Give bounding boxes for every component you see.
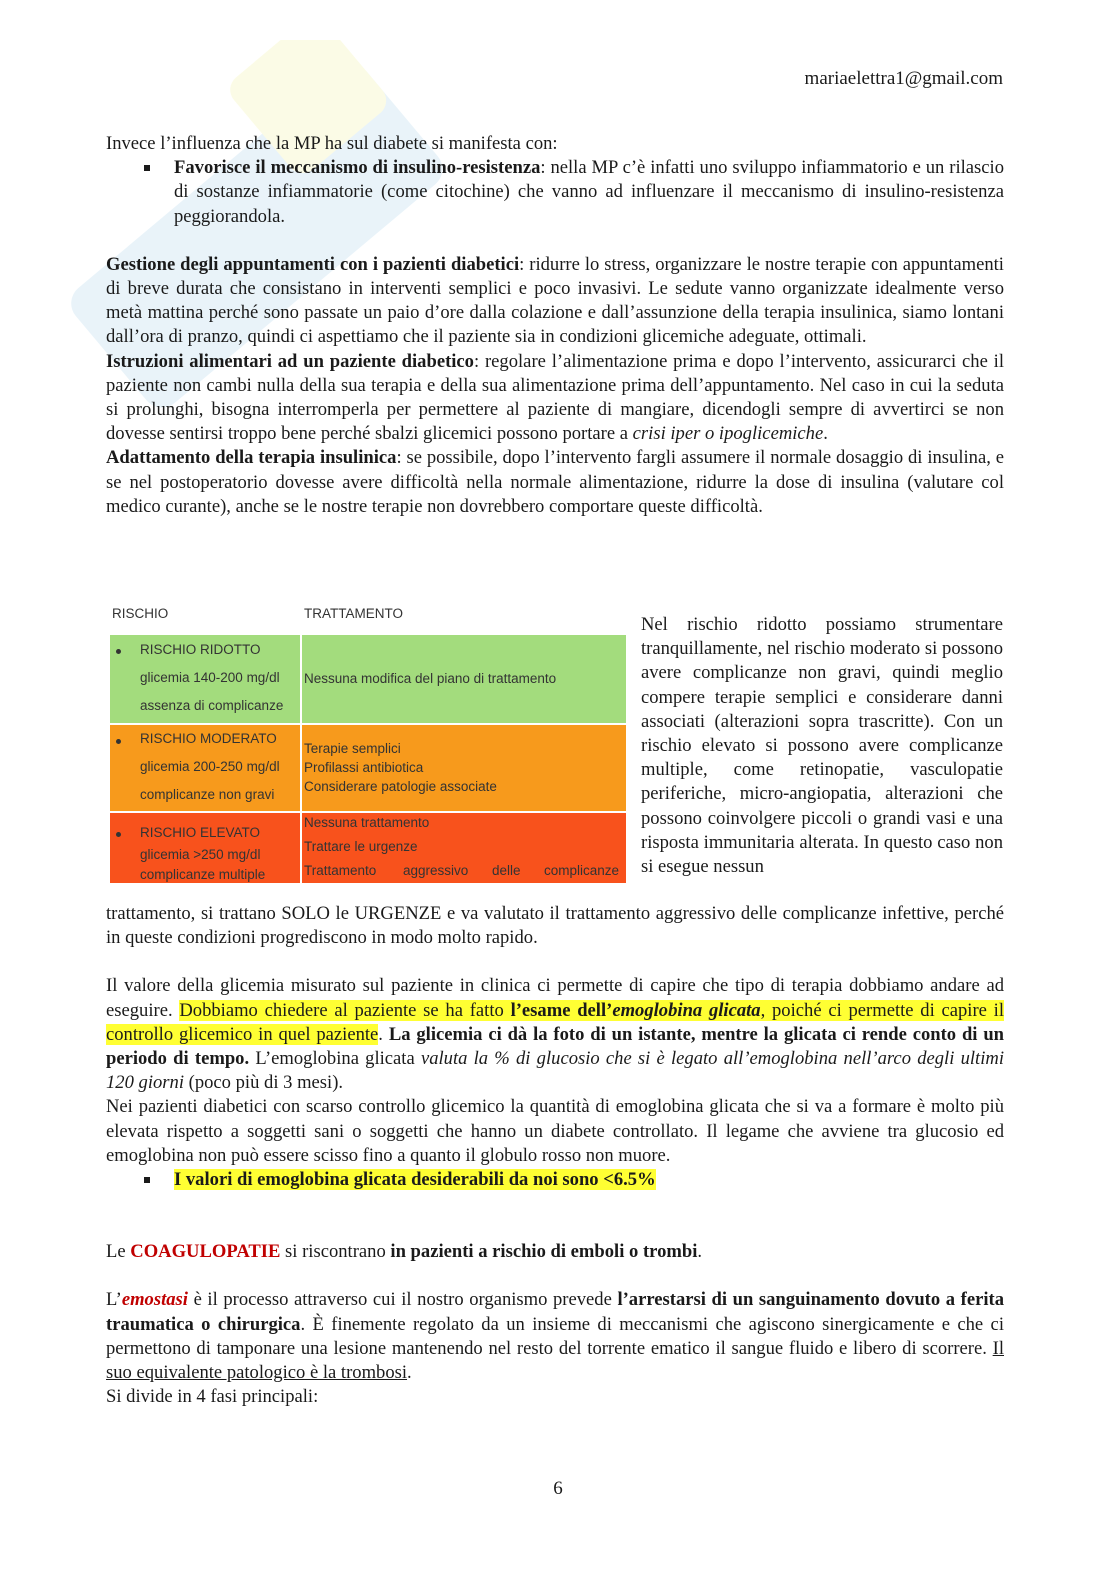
glicemia-i3: valuta la % di glucosio che si è legato all’emoglobina nell’arco degli ultimi 120 giorni [106, 1048, 1004, 1094]
bullet-text: : nella MP c’è infatti uno sviluppo infiammatorio e un rilascio di sostanze infiammatorie (come citochine) che vanno ad influenzare il meccanismo di insulino-resistenza peggiorandola. [174, 157, 1004, 227]
risk-low-title: RISCHIO RIDOTTO [140, 642, 261, 657]
coagulopatie-paragraph [106, 1240, 1004, 1264]
treat-low: Nessuna modifica del piano di trattamento [304, 671, 557, 686]
risk-table [110, 600, 626, 883]
treat-high-3c: delle [492, 863, 521, 878]
emostasi-t4: . [407, 1362, 412, 1384]
bullet-square-icon [144, 1177, 150, 1183]
risk-mid-complicanze: complicanze non gravi [140, 787, 275, 802]
header-risk: RISCHIO [112, 606, 169, 621]
emostasi-underline: Il suo equivalente patologico è la trombosi [106, 1337, 1004, 1384]
treat-high-2: Trattare le urgenze [304, 839, 418, 854]
risk-side-text [641, 613, 1003, 879]
istruzioni-text: : regolare l’alimentazione prima e dopo l’intervento, assicurarci che il paziente non cambi nulla della sua terapia e della sua alimentazione prima dell’appuntamento. Nel caso in cui la seduta si prolunghi, bisogna interromperla per permettere al paziente di mangiare, dicendogli sempre di avvertirci se non dovesse sentirsi troppo bene perché sbalzi glicemici possono portare a [106, 350, 1005, 445]
istruzioni-bold: Istruzioni alimentari ad un paziente diabetico [106, 350, 474, 372]
adattamento-text: : se possibile, dopo l’intervento fargli assumere il normale dosaggio di insulina, e se nel postoperatorio dovesse avere difficoltà nella normale alimentazione, ridurre la dose di insulina (valutare col medico curante), anche se le nostre terapie non dovrebbero comportare queste difficoltà. [106, 447, 1004, 517]
glicemia-hl1: Dobbiamo chiedere al paziente se ha fatto [179, 999, 511, 1021]
risk-mid-title: RISCHIO MODERATO [140, 731, 277, 746]
gestione-paragraph [106, 253, 1004, 350]
istruzioni-paragraph [106, 350, 1004, 447]
bullet-square-icon [144, 165, 150, 171]
bullet-glicata [106, 1168, 1004, 1192]
risk-high-complicanze: complicanze multiple [140, 867, 266, 882]
treat-high-3d: complicanze [544, 863, 620, 878]
emostasi-paragraph [106, 1288, 1004, 1385]
glicata-paragraph: Nei pazienti diabetici con scarso controllo glicemico la quantità di emoglobina glicata che si va a formare è molto più elevata rispetto a soggetti sani o soggetti che hanno un diabete controllato. Il legame che avviene tra glucosio ed emoglobina non può essere scisso fino a quanto il globulo rosso non muore. [106, 1096, 1004, 1166]
glicemia-t3: L’emoglobina glicata [249, 1048, 421, 1070]
treat-mid-3: Considerare patologie associate [304, 779, 497, 794]
page-number: 6 [553, 1478, 563, 1499]
glicemia-t2: . [378, 1023, 389, 1045]
emostasi-bold: l’arrestarsi di un sanguinamento dovuto a ferita traumatica o chirurgica [106, 1289, 1004, 1335]
emostasi-red-italic: emostasi [121, 1289, 188, 1311]
treat-mid-2: Profilassi antibiotica [304, 760, 424, 775]
emostasi-t1: L’ [106, 1289, 122, 1311]
istruzioni-end: . [823, 423, 828, 445]
glicemia-hl-bold: l’esame dell’ [510, 999, 613, 1021]
bullet-glicata-text: I valori di emoglobina glicata desiderabili da noi sono <6.5% [174, 1169, 656, 1191]
header-treatment: TRATTAMENTO [304, 606, 403, 621]
treat-mid-1: Terapie semplici [304, 741, 401, 756]
risk-mid-glicemia: glicemia 200-250 mg/dl [140, 759, 280, 774]
bullet-insulino [106, 156, 1004, 229]
intro-line: Invece l’influenza che la MP ha sul diabete si manifesta con: [106, 133, 558, 154]
gestione-text: : ridurre lo stress, organizzare le nostre terapie con appuntamenti di breve durata che consistano in interventi semplici e poco invasivi. Le sedute vanno organizzate idealmente verso metà mattina perché sono passate un paio d’ore dalla colazione e dall’assunzione della terapia insulinica, siamo lontani dall’ora di pranzo, quindi ci aspettiamo che il paziente sia in condizioni glicemiche adeguate, ottimali. [106, 253, 1004, 348]
treat-high-3b: aggressivo [403, 863, 469, 878]
glicemia-hl-bold-italic: emoglobina glicata [612, 999, 761, 1021]
coag-t1: Le [106, 1241, 131, 1263]
adattamento-bold: Adattamento della terapia insulinica [106, 447, 397, 469]
bullet-bold: Favorisce il meccanismo di insulino-resistenza [174, 157, 541, 179]
fasi-line: Si divide in 4 fasi principali: [106, 1386, 319, 1408]
glicemia-hl2: , poiché ci permette di capire il controllo glicemico in quel paziente [106, 999, 1005, 1045]
emostasi-t2: è il processo attraverso cui il nostro organismo prevede [187, 1289, 618, 1311]
risk-low-glicemia: glicemia 140-200 mg/dl [140, 670, 280, 685]
glicemia-paragraph [106, 974, 1004, 1095]
risk-low-complicanze: assenza di complicanze [140, 698, 284, 713]
coag-t2: si riscontrano [280, 1241, 391, 1263]
risk-high-title: RISCHIO ELEVATO [140, 825, 261, 840]
side-paragraph: Nel rischio ridotto possiamo strumentare tranquillamente, nel rischio moderato si possono avere complicanze non gravi, quindi meglio compere terapie semplici e considerare danni associati (alterazioni sopra trascritte). Con un rischio elevato si possono avere complicanze multiple, come retinopatie, vasculopatie periferiche, micro-angiopatia, alterazioni che possono coinvolgere piccoli o grandi vasi e una risposta immunitaria alterata. In questo caso non si esegue nessun [641, 614, 1003, 878]
gestione-bold: Gestione degli appuntamenti con i pazienti diabetici [106, 253, 520, 275]
coag-bold: in pazienti a rischio di emboli o trombi [390, 1241, 698, 1263]
glicemia-t4: (poco più di 3 mesi). [184, 1072, 344, 1094]
risk-row-low [110, 635, 626, 723]
glicemia-t1: Il valore della glicemia misurato sul paziente in clinica ci permette di capire che tipo di terapia dobbiamo andare ad eseguire. [106, 975, 1004, 1021]
risk-row-mid [110, 725, 626, 811]
risk-row-high [110, 813, 626, 883]
coag-t3: . [697, 1241, 703, 1263]
coag-red: COAGULOPATIE [130, 1241, 281, 1263]
adattamento-paragraph [106, 446, 1004, 519]
emostasi-t3: . È finemente regolato da un insieme di meccanismi che agiscono sinergicamente e che ci permettono di tamponare una lesione mantenendo nel resto del torrente ematico il sangue fluido e libero di scorrere. [106, 1313, 1004, 1359]
istruzioni-italic: crisi iper o ipoglicemiche [632, 423, 824, 445]
glicemia-bold2: La glicemia ci dà la foto di un istante, mentre la glicata ci rende conto di un periodo di tempo. [106, 1023, 1005, 1070]
treat-high-3a: Trattamento [304, 863, 377, 878]
risk-high-glicemia: glicemia >250 mg/dl [140, 847, 261, 862]
intro-section [106, 132, 1004, 519]
header-email: mariaelettra1@gmail.com [804, 68, 1003, 89]
side-continuation: trattamento, si trattano SOLO le URGENZE e va valutato il trattamento aggressivo delle complicanze infettive, perché in queste condizioni progrediscono in modo molto rapido. [106, 903, 1004, 949]
treat-high-1: Nessuna trattamento [304, 815, 430, 830]
lower-section [106, 902, 1004, 1409]
